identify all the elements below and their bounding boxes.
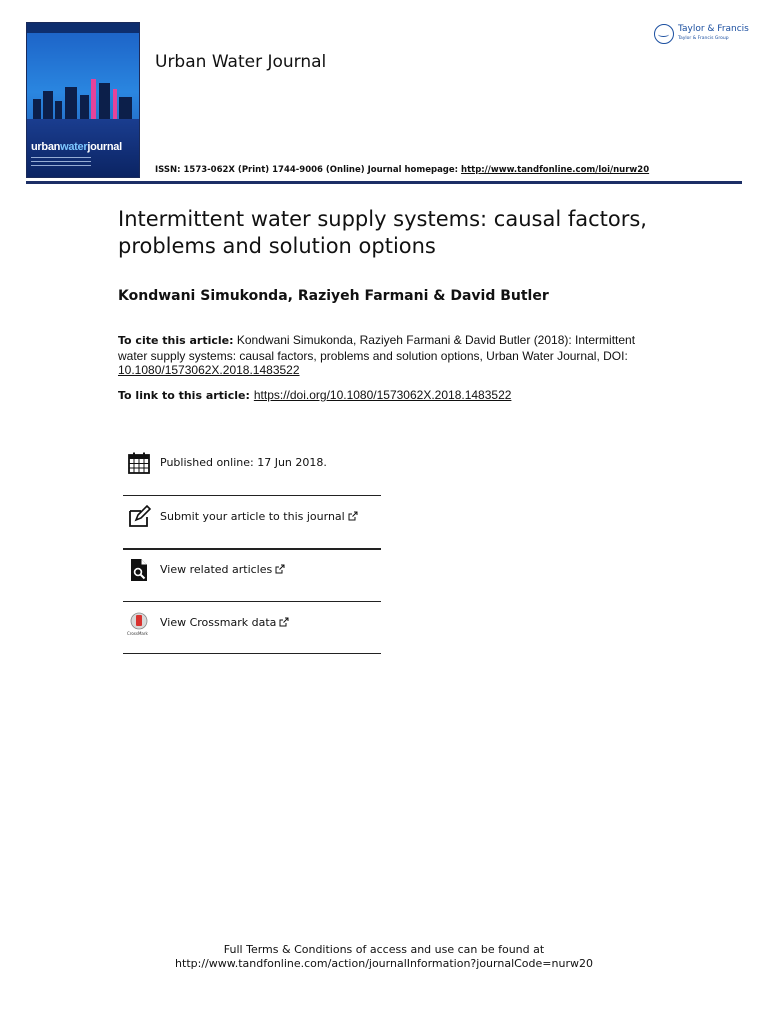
article-link-block [118, 388, 511, 402]
external-link-icon [279, 617, 289, 627]
submit-row[interactable] [123, 491, 381, 543]
footer-terms: Full Terms & Conditions of access and use can be found at [223, 943, 545, 956]
crossmark-icon-label: CrossMark [127, 631, 148, 636]
published-row [123, 437, 381, 489]
article-link-label: To link to this article: [118, 389, 250, 402]
divider [123, 653, 381, 654]
view-related-link[interactable]: View related articles [160, 563, 285, 576]
external-link-icon [348, 511, 358, 521]
footer-terms-url[interactable]: http://www.tandfonline.com/action/journalInformation?journalCode=nurw20 [175, 957, 593, 970]
cover-title: urbanwaterjournal [31, 141, 122, 153]
issn-text: ISSN: 1573-062X (Print) 1744-9006 (Online) Journal homepage: [155, 165, 462, 175]
view-crossmark-link[interactable]: View Crossmark data [160, 616, 289, 629]
related-row[interactable] [123, 544, 381, 596]
citation-text: Kondwani Simukonda, Raziyeh Farmani & David Butler (2018): Intermittent water supply systems: causal factors, problems and solution options, Urban Water Journal, DOI: [118, 333, 636, 363]
citation-doi-link[interactable]: 10.1080/1573062X.2018.1483522 [118, 363, 300, 377]
crossmark-row[interactable] [123, 597, 381, 649]
external-link-icon [275, 564, 285, 574]
article-title: Intermittent water supply systems: causal factors, problems and solution options [118, 207, 647, 258]
article-doi-link[interactable]: https://doi.org/10.1080/1573062X.2018.1483522 [253, 388, 512, 402]
journal-homepage-link[interactable]: http://www.tandfonline.com/loi/nurw20 [461, 165, 650, 175]
citation-label: To cite this article: [118, 334, 234, 347]
taylor-francis-logo [654, 22, 754, 48]
edit-icon [127, 505, 151, 529]
issn-line [155, 165, 649, 175]
search-document-icon [127, 558, 151, 582]
article-authors: Kondwani Simukonda, Raziyeh Farmani & David Butler [118, 288, 549, 304]
citation-block [118, 333, 648, 378]
calendar-icon [127, 451, 151, 475]
published-date: Published online: 17 Jun 2018. [160, 456, 327, 469]
journal-cover [26, 22, 140, 178]
submit-article-link[interactable]: Submit your article to this journal [160, 510, 358, 523]
header-divider [26, 181, 742, 184]
publisher-name: Taylor & Francis [678, 24, 749, 34]
footer [0, 943, 768, 971]
publisher-sub: Taylor & Francis Group [678, 36, 729, 41]
journal-name: Urban Water Journal [155, 52, 327, 72]
